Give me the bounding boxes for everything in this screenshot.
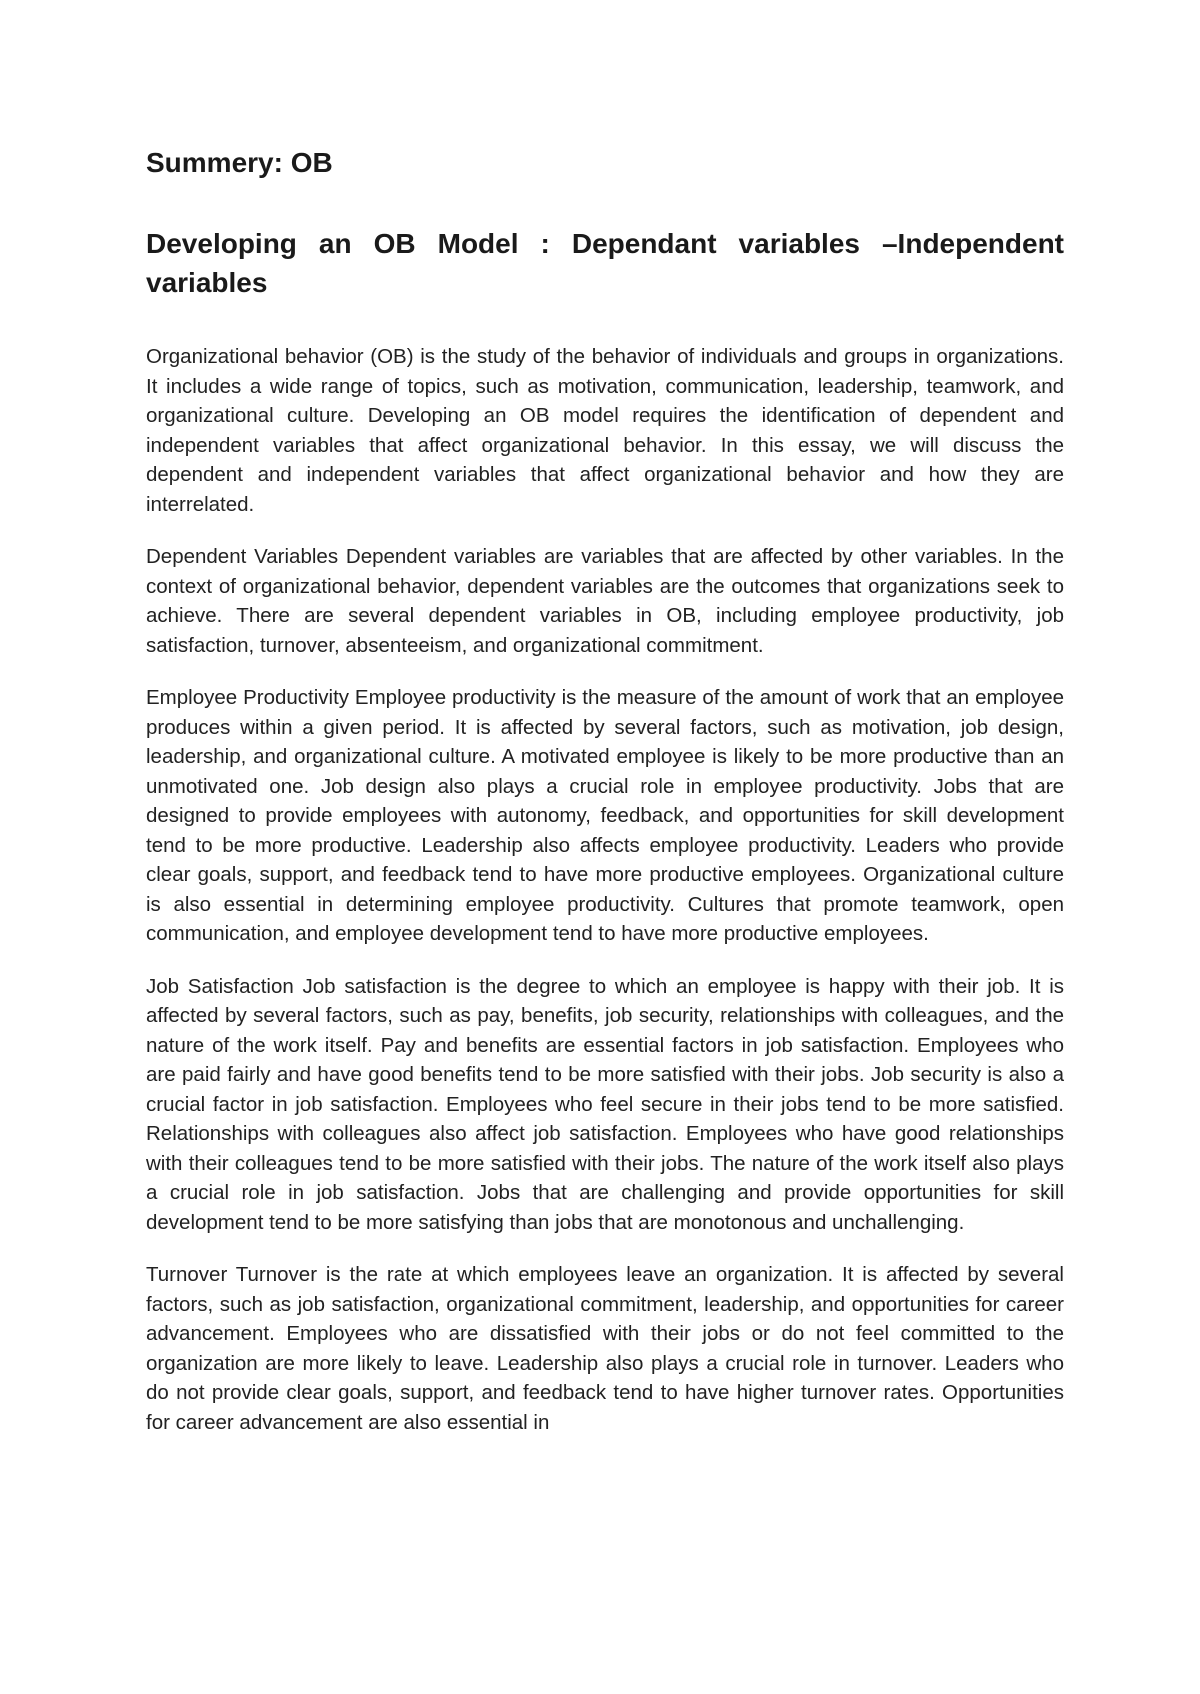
- paragraph-employee-productivity: Employee Productivity Employee productivity is the measure of the amount of work that an employee produces within a given period. It is affected by several factors, such as motivation, job design, leadership, and organizational culture. A motivated employee is likely to be more productive than an unmotivated one. Job design also plays a crucial role in employee productivity. Jobs that are designed to provide employees with autonomy, feedback, and opportunities for skill development tend to be more productive. Leadership also affects employee productivity. Leaders who provide clear goals, support, and feedback tend to have more productive employees. Organizational culture is also essential in determining employee productivity. Cultures that promote teamwork, open communication, and employee development tend to have more productive employees.: [146, 686, 1064, 945]
- document-title: Summery: OB: [146, 147, 333, 178]
- paragraph-turnover: Turnover Turnover is the rate at which employees leave an organization. It is affected by several factors, such as job satisfaction, organizational commitment, leadership, and opportunities for career advancement. Employees who are dissatisfied with their jobs or do not feel committed to the organization are more likely to leave. Leadership also plays a crucial role in turnover. Leaders who do not provide clear goals, support, and feedback tend to have higher turnover rates. Opportunities for career advancement are also essential in: [146, 1263, 1064, 1434]
- section-heading: Developing an OB Model : Dependant variables –Independent variables: [146, 228, 1064, 298]
- paragraph-job-satisfaction: Job Satisfaction Job satisfaction is the degree to which an employee is happy with their job. It is affected by several factors, such as pay, benefits, job security, relationships with colleagues, and the nature of the work itself. Pay and benefits are essential factors in job satisfaction. Employees who are paid fairly and have good benefits tend to be more satisfied with their jobs. Job security is also a crucial factor in job satisfaction. Employees who feel secure in their jobs tend to be more satisfied. Relationships with colleagues also affect job satisfaction. Employees who have good relationships with their colleagues tend to be more satisfied with their jobs. The nature of the work itself also plays a crucial role in job satisfaction. Jobs that are challenging and provide opportunities for skill development tend to be more satisfying than jobs that are monotonous and unchallenging.: [146, 974, 1064, 1234]
- document-page: [146, 146, 1064, 1460]
- paragraph-dependent-variables: Dependent Variables Dependent variables are variables that are affected by other variables. In the context of organizational behavior, dependent variables are the outcomes that organizations seek to achieve. There are several dependent variables in OB, including employee productivity, job satisfaction, turnover, absenteeism, and organizational commitment.: [146, 545, 1064, 657]
- paragraph-introduction: Organizational behavior (OB) is the study of the behavior of individuals and groups in organizations. It includes a wide range of topics, such as motivation, communication, leadership, teamwork, and organizational culture. Developing an OB model requires the identification of dependent and independent variables that affect organizational behavior. In this essay, we will discuss the dependent and independent variables that affect organizational behavior and how they are interrelated.: [146, 345, 1064, 516]
